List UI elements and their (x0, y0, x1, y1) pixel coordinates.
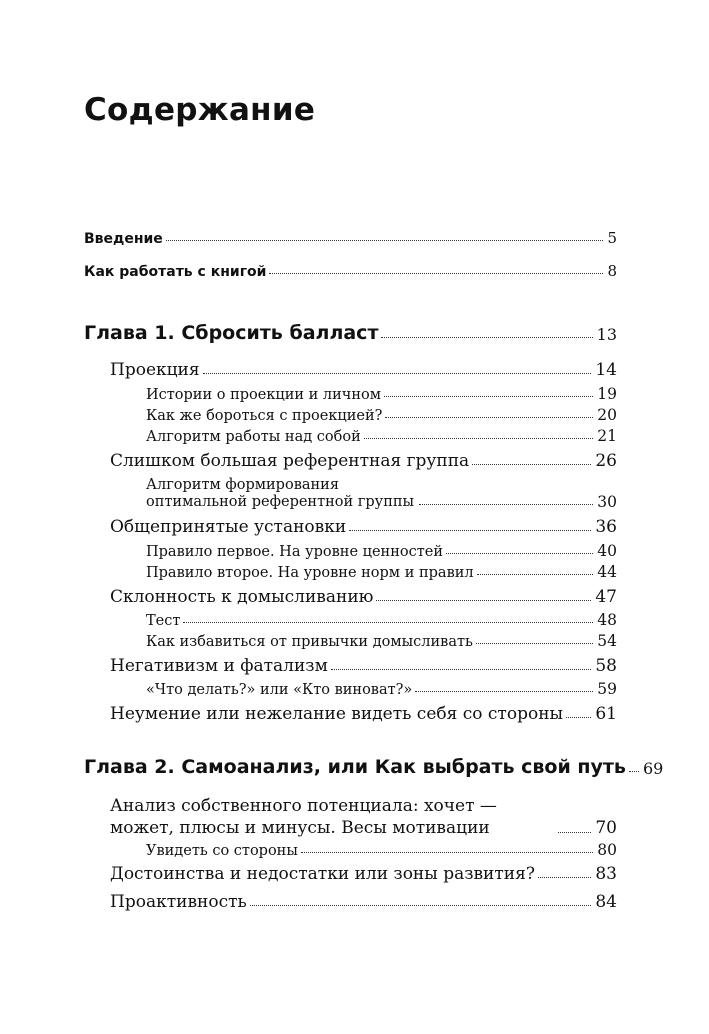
toc-entry-label: Тест (146, 613, 181, 629)
toc-entry-label: Введение (84, 231, 163, 247)
dot-leader (477, 574, 594, 575)
toc-entry-page: 14 (595, 360, 617, 380)
toc-entry-page: 59 (597, 680, 617, 698)
toc-entry-page: 30 (597, 493, 617, 511)
dot-leader (331, 669, 592, 670)
toc-entry-label: Увидеть со стороны (146, 843, 298, 859)
toc-subsection[interactable] (146, 477, 617, 511)
toc-entry-page: 40 (597, 542, 617, 560)
toc-entry-label: Неумение или нежелание видеть себя со стороны (110, 704, 564, 724)
toc-entry-page: 21 (597, 427, 617, 445)
toc-subsection[interactable] (146, 680, 617, 698)
toc-entry-page: 58 (595, 656, 617, 676)
toc-entry-label: Истории о проекции и личном (146, 387, 382, 403)
toc-section[interactable] (110, 864, 617, 884)
toc-entry-label: Правило второе. На уровне норм и правил (146, 565, 474, 581)
dot-leader (446, 553, 593, 554)
toc-entry-label: Как работать с книгой (84, 264, 267, 280)
dot-leader (385, 417, 593, 418)
toc-entry-label: Анализ собственного потенциала: хочет — может, плюсы и минусы. Весы мотивации (110, 796, 497, 838)
toc-entry-label: Достоинства и недостатки или зоны развития? (110, 864, 535, 884)
toc-entry-label: Проактивность (110, 892, 247, 912)
dot-leader (538, 877, 591, 878)
toc-entry-page: 70 (595, 818, 617, 838)
dot-leader (381, 337, 592, 338)
toc-section[interactable] (110, 587, 617, 607)
toc-entry-label: Как избавиться от привычки домысливать (146, 634, 473, 650)
dot-leader (203, 373, 592, 374)
dot-leader (558, 832, 591, 833)
toc-entry[interactable] (84, 229, 617, 247)
toc-entry-page: 13 (596, 325, 617, 344)
toc-subsection[interactable] (146, 563, 617, 581)
toc-section[interactable] (110, 795, 617, 839)
dot-leader (472, 464, 591, 465)
toc-entry[interactable] (84, 262, 617, 280)
toc-entry-page: 61 (595, 704, 617, 724)
dot-leader (166, 240, 604, 241)
toc-entry-page: 5 (607, 229, 617, 247)
toc-entry-label: Глава 2. Самоанализ, или Как выбрать свой путь (84, 756, 626, 778)
toc-subsection[interactable] (146, 406, 617, 424)
toc-entry-page: 20 (597, 406, 617, 424)
dot-leader (269, 273, 603, 274)
toc-entry-page: 69 (642, 759, 664, 778)
toc-entry-page: 36 (595, 517, 617, 537)
toc-subsection[interactable] (146, 841, 617, 859)
toc-entry-page: 54 (597, 632, 617, 650)
dot-leader (301, 852, 593, 853)
toc-section[interactable] (110, 704, 617, 724)
toc-entry-page: 84 (595, 892, 617, 912)
dot-leader (415, 691, 593, 692)
toc-entry-label: Слишком большая референтная группа (110, 451, 470, 471)
toc-section[interactable] (110, 451, 617, 471)
toc-section[interactable] (110, 517, 617, 537)
toc-subsection[interactable] (146, 632, 617, 650)
toc-subsection[interactable] (146, 427, 617, 445)
toc-entry-page: 47 (595, 587, 617, 607)
dot-leader (183, 622, 593, 623)
dot-leader (250, 905, 592, 906)
dot-leader (476, 643, 593, 644)
toc-entry-page: 80 (597, 841, 617, 859)
toc-entry-label: Общепринятые установки (110, 517, 347, 537)
dot-leader (384, 396, 593, 397)
toc-entry-label: Алгоритм работы над собой (146, 429, 361, 445)
toc-entry-label: Негативизм и фатализм (110, 656, 328, 676)
dot-leader (376, 600, 591, 601)
toc-section[interactable] (110, 360, 617, 380)
toc-subsection[interactable] (146, 611, 617, 629)
toc-entry-page: 44 (597, 563, 617, 581)
toc-entry-page: 83 (595, 864, 617, 884)
toc-entry-label: Склонность к домысливанию (110, 587, 374, 607)
toc-entry-label: Проекция (110, 360, 200, 380)
toc-entry-page: 8 (607, 262, 617, 280)
page-title: Содержание (84, 92, 316, 128)
dot-leader (349, 530, 591, 531)
toc-subsection[interactable] (146, 385, 617, 403)
toc-entry-page: 48 (597, 611, 617, 629)
toc-entry-label: Алгоритм формирования оптимальной референтной группы (146, 477, 415, 510)
dot-leader (629, 771, 639, 772)
toc-entry-label: Как же бороться с проекцией? (146, 408, 383, 424)
dot-leader (364, 438, 594, 439)
toc-entry-label: Глава 1. Сбросить балласт (84, 322, 379, 344)
toc-section[interactable] (110, 892, 617, 912)
toc-subsection[interactable] (146, 542, 617, 560)
toc-entry-page: 26 (595, 451, 617, 471)
toc-entry-label: Правило первое. На уровне ценностей (146, 544, 443, 560)
toc-chapter[interactable] (84, 322, 617, 344)
toc-section[interactable] (110, 656, 617, 676)
toc-entry-label: «Что делать?» или «Кто виноват?» (146, 682, 413, 698)
dot-leader (566, 717, 591, 718)
toc-chapter[interactable] (84, 756, 664, 778)
dot-leader (419, 504, 593, 505)
toc-entry-page: 19 (597, 385, 617, 403)
